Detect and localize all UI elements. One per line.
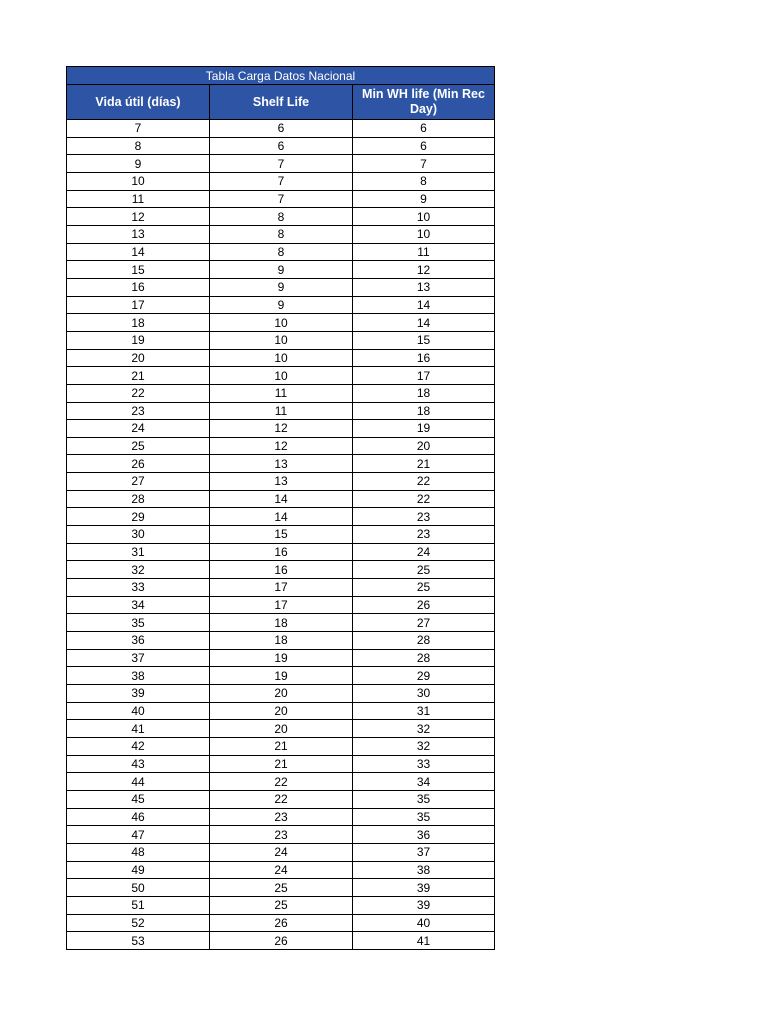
cell-min-wh-life[interactable]: 32 [353,720,495,738]
table-row [67,773,495,791]
cell-min-wh-life[interactable]: 35 [353,808,495,826]
table-row [67,314,495,332]
cell-vida-util[interactable]: 53 [67,932,210,950]
cell-min-wh-life[interactable]: 22 [353,473,495,491]
table-row [67,208,495,226]
cell-shelf-life[interactable]: 18 [210,614,353,632]
cell-shelf-life[interactable]: 6 [210,137,353,155]
cell-shelf-life[interactable]: 9 [210,261,353,279]
cell-shelf-life[interactable]: 21 [210,755,353,773]
cell-vida-util[interactable]: 31 [67,543,210,561]
cell-min-wh-life[interactable]: 23 [353,526,495,544]
table-row [67,755,495,773]
cell-min-wh-life[interactable]: 10 [353,225,495,243]
cell-shelf-life[interactable]: 22 [210,773,353,791]
cell-shelf-life[interactable]: 11 [210,384,353,402]
cell-vida-util[interactable]: 52 [67,914,210,932]
table-row [67,826,495,844]
table-row [67,579,495,597]
table-row [67,596,495,614]
cell-shelf-life[interactable]: 13 [210,473,353,491]
cell-vida-util[interactable]: 7 [67,120,210,138]
table-row [67,296,495,314]
cell-min-wh-life[interactable]: 24 [353,543,495,561]
table-row [67,490,495,508]
cell-vida-util[interactable]: 21 [67,367,210,385]
table-row [67,402,495,420]
header-shelf-life[interactable]: Shelf Life [210,85,353,120]
table-row [67,720,495,738]
cell-shelf-life[interactable]: 12 [210,437,353,455]
table-row [67,632,495,650]
cell-vida-util[interactable]: 39 [67,685,210,703]
cell-shelf-life[interactable]: 7 [210,155,353,173]
table-title[interactable]: Tabla Carga Datos Nacional [67,67,495,85]
table-row [67,331,495,349]
table-row [67,349,495,367]
cell-vida-util[interactable]: 11 [67,190,210,208]
cell-shelf-life[interactable]: 10 [210,367,353,385]
cell-vida-util[interactable]: 29 [67,508,210,526]
cell-min-wh-life[interactable]: 41 [353,932,495,950]
cell-min-wh-life[interactable]: 16 [353,349,495,367]
cell-vida-util[interactable]: 36 [67,632,210,650]
cell-min-wh-life[interactable]: 25 [353,579,495,597]
cell-min-wh-life[interactable]: 25 [353,561,495,579]
cell-min-wh-life[interactable]: 6 [353,137,495,155]
cell-shelf-life[interactable]: 17 [210,596,353,614]
cell-vida-util[interactable]: 28 [67,490,210,508]
cell-vida-util[interactable]: 49 [67,861,210,879]
cell-min-wh-life[interactable]: 17 [353,367,495,385]
cell-shelf-life[interactable]: 25 [210,879,353,897]
cell-vida-util[interactable]: 18 [67,314,210,332]
cell-min-wh-life[interactable]: 35 [353,790,495,808]
cell-vida-util[interactable]: 46 [67,808,210,826]
cell-min-wh-life[interactable]: 9 [353,190,495,208]
table-row [67,667,495,685]
table-row [67,614,495,632]
spreadsheet-sheet [66,66,494,950]
cell-vida-util[interactable]: 34 [67,596,210,614]
cell-shelf-life[interactable]: 8 [210,225,353,243]
cell-shelf-life[interactable]: 20 [210,702,353,720]
cell-vida-util[interactable]: 41 [67,720,210,738]
table-row [67,261,495,279]
cell-shelf-life[interactable]: 20 [210,685,353,703]
cell-vida-util[interactable]: 22 [67,384,210,402]
cell-vida-util[interactable]: 38 [67,667,210,685]
table-row [67,278,495,296]
table-row [67,225,495,243]
cell-min-wh-life[interactable]: 14 [353,296,495,314]
cell-min-wh-life[interactable]: 22 [353,490,495,508]
cell-min-wh-life[interactable]: 23 [353,508,495,526]
cell-vida-util[interactable]: 10 [67,172,210,190]
cell-min-wh-life[interactable]: 38 [353,861,495,879]
cell-vida-util[interactable]: 24 [67,420,210,438]
cell-shelf-life[interactable]: 19 [210,649,353,667]
cell-shelf-life[interactable]: 14 [210,490,353,508]
table-row [67,420,495,438]
table-row [67,737,495,755]
cell-shelf-life[interactable]: 11 [210,402,353,420]
cell-shelf-life[interactable]: 22 [210,790,353,808]
cell-vida-util[interactable]: 50 [67,879,210,897]
table-row [67,172,495,190]
cell-vida-util[interactable]: 20 [67,349,210,367]
table-row [67,561,495,579]
cell-vida-util[interactable]: 45 [67,790,210,808]
cell-min-wh-life[interactable]: 32 [353,737,495,755]
cell-min-wh-life[interactable]: 30 [353,685,495,703]
cell-shelf-life[interactable]: 15 [210,526,353,544]
table-row [67,702,495,720]
table-row [67,896,495,914]
cell-min-wh-life[interactable]: 11 [353,243,495,261]
cell-min-wh-life[interactable]: 13 [353,278,495,296]
cell-min-wh-life[interactable]: 29 [353,667,495,685]
cell-min-wh-life[interactable]: 18 [353,402,495,420]
table-row [67,808,495,826]
cell-min-wh-life[interactable]: 31 [353,702,495,720]
cell-shelf-life[interactable]: 26 [210,932,353,950]
table-title-row [67,67,495,85]
cell-vida-util[interactable]: 32 [67,561,210,579]
cell-shelf-life[interactable]: 19 [210,667,353,685]
cell-shelf-life[interactable]: 12 [210,420,353,438]
cell-min-wh-life[interactable]: 12 [353,261,495,279]
cell-vida-util[interactable]: 35 [67,614,210,632]
cell-shelf-life[interactable]: 8 [210,243,353,261]
cell-min-wh-life[interactable]: 34 [353,773,495,791]
table-row [67,367,495,385]
cell-min-wh-life[interactable]: 21 [353,455,495,473]
table-body [67,120,495,950]
cell-shelf-life[interactable]: 18 [210,632,353,650]
cell-shelf-life[interactable]: 24 [210,861,353,879]
table-row [67,473,495,491]
cell-vida-util[interactable]: 27 [67,473,210,491]
cell-min-wh-life[interactable]: 27 [353,614,495,632]
cell-min-wh-life[interactable]: 14 [353,314,495,332]
cell-min-wh-life[interactable]: 15 [353,331,495,349]
cell-min-wh-life[interactable]: 20 [353,437,495,455]
cell-shelf-life[interactable]: 23 [210,808,353,826]
cell-vida-util[interactable]: 17 [67,296,210,314]
cell-min-wh-life[interactable]: 40 [353,914,495,932]
cell-shelf-life[interactable]: 13 [210,455,353,473]
table-row [67,455,495,473]
cell-shelf-life[interactable]: 24 [210,843,353,861]
table-row [67,526,495,544]
cell-shelf-life[interactable]: 7 [210,172,353,190]
cell-vida-util[interactable]: 33 [67,579,210,597]
cell-shelf-life[interactable]: 8 [210,208,353,226]
cell-shelf-life[interactable]: 17 [210,579,353,597]
cell-shelf-life[interactable]: 10 [210,349,353,367]
cell-vida-util[interactable]: 12 [67,208,210,226]
cell-min-wh-life[interactable]: 26 [353,596,495,614]
table-row [67,685,495,703]
cell-vida-util[interactable]: 8 [67,137,210,155]
cell-vida-util[interactable]: 44 [67,773,210,791]
cell-min-wh-life[interactable]: 33 [353,755,495,773]
cell-min-wh-life[interactable]: 19 [353,420,495,438]
table-row [67,120,495,138]
cell-vida-util[interactable]: 14 [67,243,210,261]
cell-min-wh-life[interactable]: 39 [353,896,495,914]
table-row [67,508,495,526]
cell-vida-util[interactable]: 43 [67,755,210,773]
table-row [67,861,495,879]
cell-vida-util[interactable]: 16 [67,278,210,296]
table-row [67,437,495,455]
cell-vida-util[interactable]: 37 [67,649,210,667]
table-row [67,790,495,808]
cell-vida-util[interactable]: 26 [67,455,210,473]
cell-vida-util[interactable]: 40 [67,702,210,720]
cell-vida-util[interactable]: 23 [67,402,210,420]
table-row [67,155,495,173]
cell-vida-util[interactable]: 9 [67,155,210,173]
cell-min-wh-life[interactable]: 18 [353,384,495,402]
table-row [67,243,495,261]
table-row [67,384,495,402]
cell-min-wh-life[interactable]: 7 [353,155,495,173]
cell-shelf-life[interactable]: 6 [210,120,353,138]
cell-vida-util[interactable]: 19 [67,331,210,349]
table-row [67,932,495,950]
cell-min-wh-life[interactable]: 8 [353,172,495,190]
cell-shelf-life[interactable]: 10 [210,331,353,349]
data-table [66,66,495,950]
cell-vida-util[interactable]: 30 [67,526,210,544]
table-row [67,914,495,932]
cell-vida-util[interactable]: 48 [67,843,210,861]
header-min-wh-life[interactable]: Min WH life (Min Rec Day) [353,85,495,120]
table-row [67,190,495,208]
cell-shelf-life[interactable]: 7 [210,190,353,208]
cell-shelf-life[interactable]: 9 [210,278,353,296]
cell-vida-util[interactable]: 42 [67,737,210,755]
cell-shelf-life[interactable]: 25 [210,896,353,914]
table-row [67,649,495,667]
cell-min-wh-life[interactable]: 37 [353,843,495,861]
cell-shelf-life[interactable]: 14 [210,508,353,526]
table-header-row [67,85,495,120]
cell-min-wh-life[interactable]: 10 [353,208,495,226]
cell-vida-util[interactable]: 25 [67,437,210,455]
cell-vida-util[interactable]: 13 [67,225,210,243]
table-row [67,879,495,897]
cell-min-wh-life[interactable]: 39 [353,879,495,897]
cell-shelf-life[interactable]: 23 [210,826,353,844]
table-row [67,137,495,155]
table-row [67,543,495,561]
cell-shelf-life[interactable]: 21 [210,737,353,755]
cell-shelf-life[interactable]: 10 [210,314,353,332]
cell-min-wh-life[interactable]: 6 [353,120,495,138]
table-row [67,843,495,861]
cell-vida-util[interactable]: 47 [67,826,210,844]
cell-min-wh-life[interactable]: 28 [353,632,495,650]
cell-min-wh-life[interactable]: 36 [353,826,495,844]
cell-min-wh-life[interactable]: 28 [353,649,495,667]
header-vida-util[interactable]: Vida útil (días) [67,85,210,120]
cell-shelf-life[interactable]: 26 [210,914,353,932]
cell-shelf-life[interactable]: 20 [210,720,353,738]
cell-vida-util[interactable]: 51 [67,896,210,914]
cell-shelf-life[interactable]: 16 [210,543,353,561]
cell-shelf-life[interactable]: 9 [210,296,353,314]
cell-shelf-life[interactable]: 16 [210,561,353,579]
cell-vida-util[interactable]: 15 [67,261,210,279]
